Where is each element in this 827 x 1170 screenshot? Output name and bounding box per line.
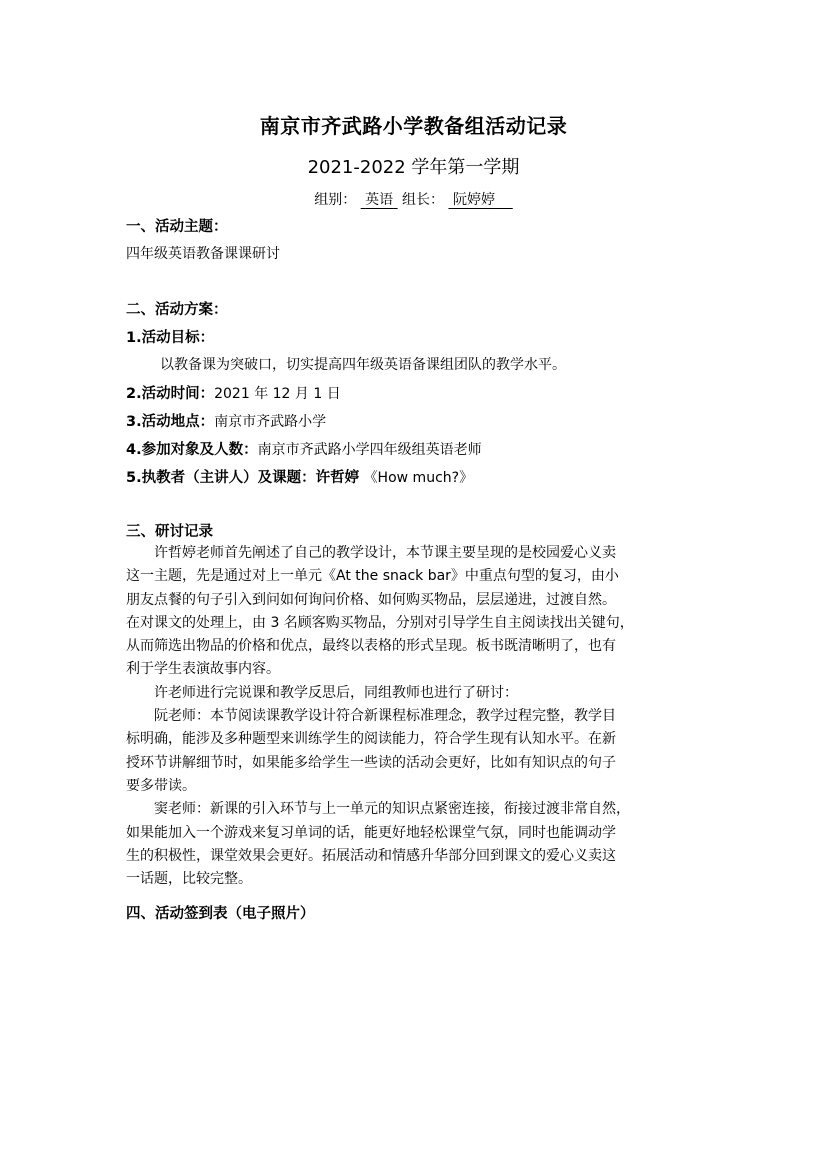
document-title: 南京市齐武路小学教备组活动记录 [259,114,568,138]
section3-heading: 三、研讨记录 [126,524,213,540]
activity-participants [126,438,482,459]
teacher-label: 5.执教者（主讲人）及课题：许哲婷 [126,470,360,486]
leader-value: 阮婷婷 [452,192,495,208]
section2-heading: 二、活动方案： [126,302,228,318]
section1-content: 四年级英语教备课课研讨 [126,246,280,262]
activity-teacher [126,466,473,487]
people-label: 4.参加对象及人数： [126,442,258,458]
record-line: 生的积极性，课堂效果会更好。拓展活动和情感升华部分回到课文的爱心义卖这 [126,847,616,864]
record-line: 阮老师：本节阅读课教学设计符合新课程标准理念，教学过程完整，教学目 [154,708,616,725]
record-line: 在对课文的处理上，由 3 名顾客购买物品，分别对引导学生自主阅读找出关键句， [126,614,634,631]
group-value: 英语 [365,192,394,208]
place-label: 3.活动地点： [126,414,215,430]
activity-place [126,410,326,431]
record-line: 授环节讲解细节时，如果能多给学生一些读的活动会更好，比如有知识点的句子 [126,754,616,771]
school-term: 2021-2022 学年第一学期 [307,157,520,178]
goal-text: 以教备课为突破口，切实提高四年级英语备课组团队的教学水平。 [160,357,566,373]
discussion-record [126,542,702,891]
record-line: 这一主题，先是通过对上一单元《At the snack bar》中重点句型的复习，由小 [126,568,619,585]
section1-heading: 一、活动主题： [126,219,228,235]
record-line: 一话题，比较完整。 [126,871,252,888]
leader-label: 组长： [402,192,445,208]
lesson-title: 《How much?》 [363,470,474,486]
record-line: 要多带读。 [126,777,196,794]
record-line: 标明确，能涉及多种题型来训练学生的阅读能力，符合学生现有认知水平。在新 [126,731,616,748]
time-value: 2021 年 12 月 1 日 [214,386,341,402]
record-line: 如果能加入一个游戏来复习单词的话，能更好地轻松课堂气氛，同时也能调动学 [126,824,616,841]
group-label: 组别： [314,192,357,208]
record-line: 朋友点餐的句子引入到问如何询问价格、如何购买物品，层层递进，过渡自然。 [126,591,616,608]
time-label: 2.活动时间： [126,386,215,402]
record-line: 许老师进行完说课和教学反思后，同组教师也进行了研讨： [154,684,518,701]
record-line: 窦老师：新课的引入环节与上一单元的知识点紧密连接，衔接过渡非常自然， [154,801,630,818]
record-line: 从而筛选出物品的价格和优点，最终以表格的形式呈现。板书既清晰明了，也有 [126,638,616,655]
activity-time [126,382,341,403]
people-value: 南京市齐武路小学四年级组英语老师 [257,442,482,458]
section4-heading: 四、活动签到表（电子照片） [126,906,315,922]
goal-label: 1.活动目标： [126,330,215,346]
record-line: 许哲婷老师首先阐述了自己的教学设计，本节课主要呈现的是校园爱心义卖 [154,545,616,561]
place-value: 南京市齐武路小学 [214,414,327,430]
record-line: 利于学生表演故事内容。 [126,661,280,678]
group-info [0,189,827,209]
